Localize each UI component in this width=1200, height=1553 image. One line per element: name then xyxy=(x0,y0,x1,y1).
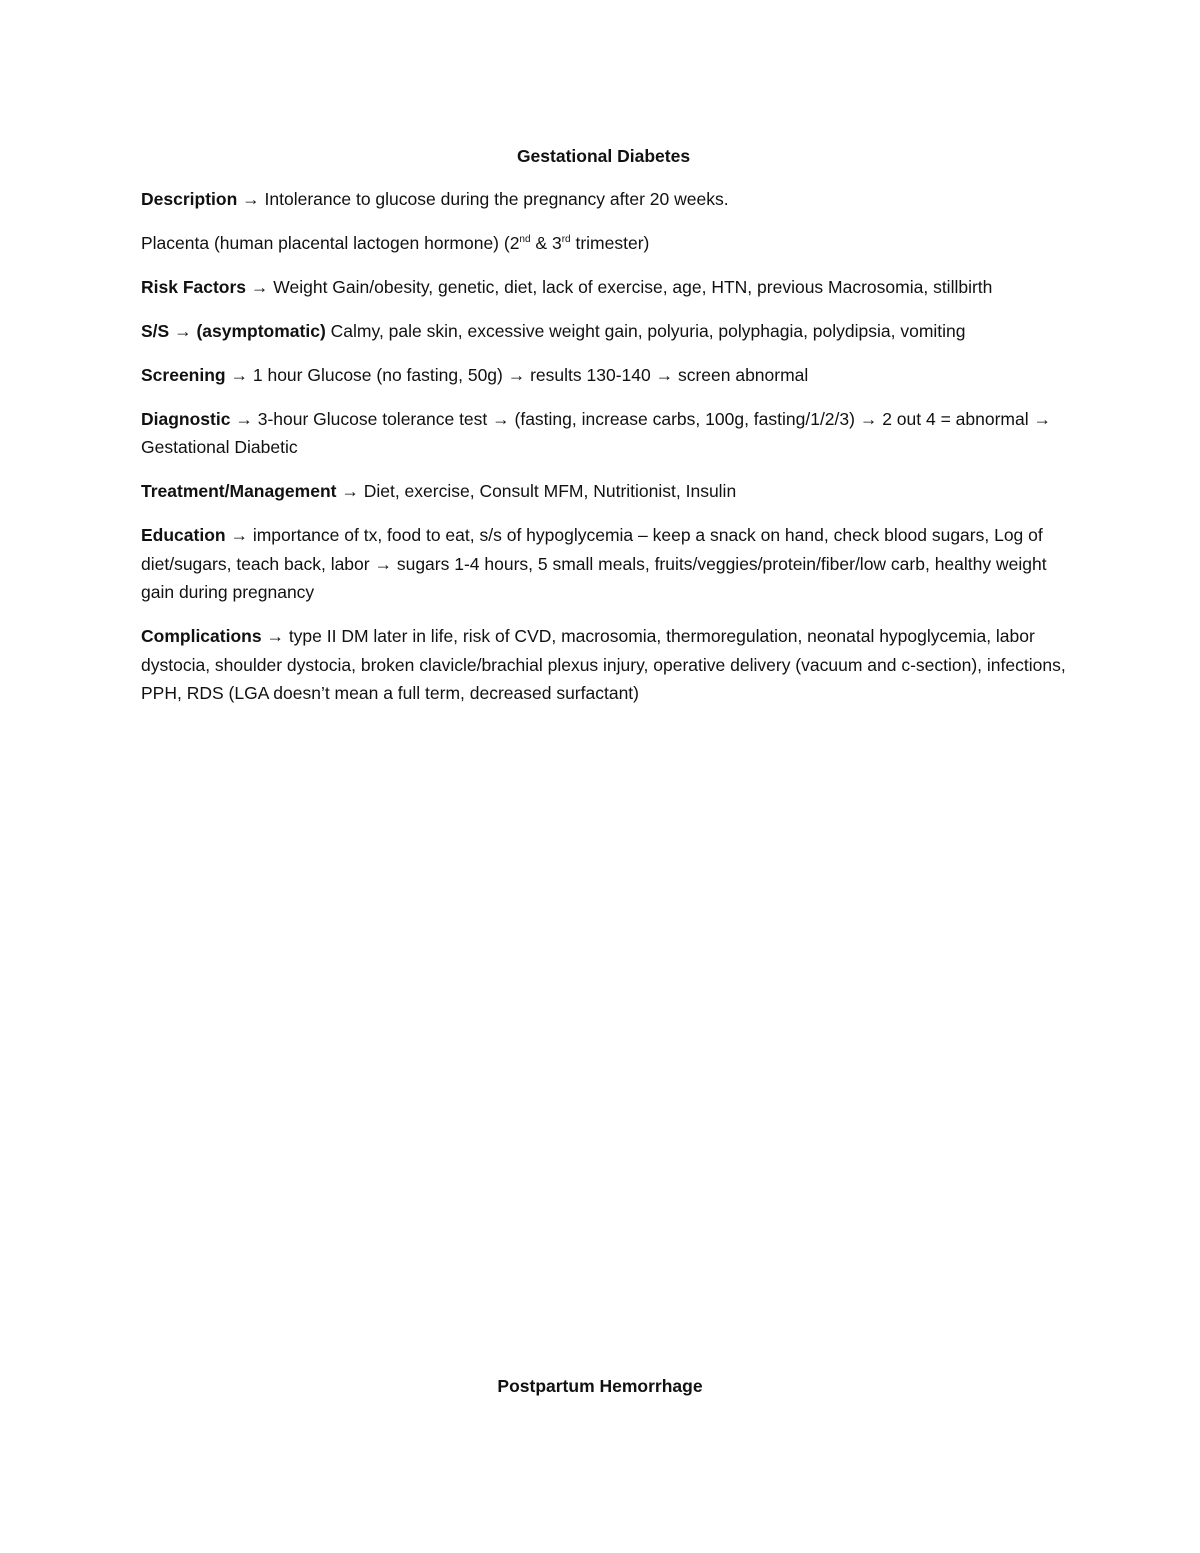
placenta-paragraph xyxy=(141,229,1066,258)
screening-label: Screening xyxy=(141,364,226,385)
screening-text-a: 1 hour Glucose (no fasting, 50g) xyxy=(248,364,508,385)
signs-symptoms-paragraph xyxy=(141,317,1066,346)
education-paragraph xyxy=(141,521,1066,607)
document-content xyxy=(141,142,1066,723)
signs-symptoms-label: S/S xyxy=(141,320,170,341)
screening-paragraph xyxy=(141,361,1066,390)
placenta-sup-a: nd xyxy=(519,233,531,245)
section-title: Gestational Diabetes xyxy=(516,146,691,166)
diagnostic-text-c: 2 out 4 = abnormal xyxy=(877,408,1034,429)
placenta-text-a: Placenta (human placental lactogen hormone) (2 xyxy=(141,232,520,253)
diagnostic-text-a: 3-hour Glucose tolerance test xyxy=(252,408,493,429)
arrow-icon: → xyxy=(250,276,269,297)
signs-symptoms-text: Calmy, pale skin, excessive weight gain, polyuria, polyphagia, polydipsia, vomiting xyxy=(325,320,966,341)
diagnostic-text-b: (fasting, increase carbs, 100g, fasting/1/2/3) xyxy=(509,408,860,429)
screening-text-b: results 130-140 xyxy=(525,364,656,385)
arrow-icon: → xyxy=(655,364,674,385)
complications-label: Complications xyxy=(141,626,262,646)
risk-factors-text: Weight Gain/obesity, genetic, diet, lack of exercise, age, HTN, previous Macrosomia, stillbirth xyxy=(268,276,993,297)
arrow-icon: → xyxy=(1033,408,1051,429)
arrow-icon: → xyxy=(859,408,878,429)
diagnostic-text-d: Gestational Diabetic xyxy=(141,437,298,457)
arrow-icon: → xyxy=(230,364,248,385)
education-label: Education xyxy=(141,525,226,545)
arrow-icon: → xyxy=(174,320,192,341)
arrow-icon: → xyxy=(242,188,260,209)
diagnostic-paragraph xyxy=(141,405,1066,462)
description-paragraph xyxy=(141,185,1066,214)
arrow-icon: → xyxy=(492,408,510,429)
treatment-label: Treatment/Management xyxy=(141,481,337,501)
arrow-icon: → xyxy=(507,364,526,385)
next-section-title: Postpartum Hemorrhage xyxy=(497,1376,703,1396)
placenta-text-b: & 3 xyxy=(530,232,562,253)
placenta-sup-b: rd xyxy=(561,233,571,245)
placenta-text-c: trimester) xyxy=(570,232,650,253)
arrow-icon: → xyxy=(235,408,253,429)
arrow-icon: → xyxy=(341,481,359,501)
education-text-b: sugars 1-4 hours, 5 small meals, fruits/veggies/protein/fiber/low carb, healthy weight gain during pregnancy xyxy=(141,553,1047,602)
arrow-icon: → xyxy=(266,626,284,646)
risk-factors-label: Risk Factors xyxy=(141,276,247,297)
complications-paragraph xyxy=(141,622,1066,708)
treatment-paragraph xyxy=(141,477,1066,506)
arrow-icon: → xyxy=(374,553,392,574)
treatment-text: Diet, exercise, Consult MFM, Nutritionist, Insulin xyxy=(358,481,737,501)
description-label: Description xyxy=(141,188,238,209)
description-text: Intolerance to glucose during the pregnancy after 20 weeks. xyxy=(259,188,729,209)
education-text-a: importance of tx, food to eat, s/s of hypoglycemia – keep a snack on hand, check blood sugars, Log of diet/sugars, teach back, labor xyxy=(141,525,1043,574)
screening-text-c: screen abnormal xyxy=(673,364,809,385)
complications-text: type II DM later in life, risk of CVD, macrosomia, thermoregulation, neonatal hypoglycemia, labor dystocia, shoulder dystocia, broken clavicle/brachial plexus injury, operative delivery (vacuum and c-section), infections, PPH, RDS (LGA doesn’t mean a full term, decreased surfactant) xyxy=(141,626,1066,703)
diagnostic-label: Diagnostic xyxy=(141,408,231,429)
risk-factors-paragraph xyxy=(141,273,1066,302)
arrow-icon: → xyxy=(230,525,248,545)
signs-symptoms-bold: (asymptomatic) xyxy=(191,320,326,341)
